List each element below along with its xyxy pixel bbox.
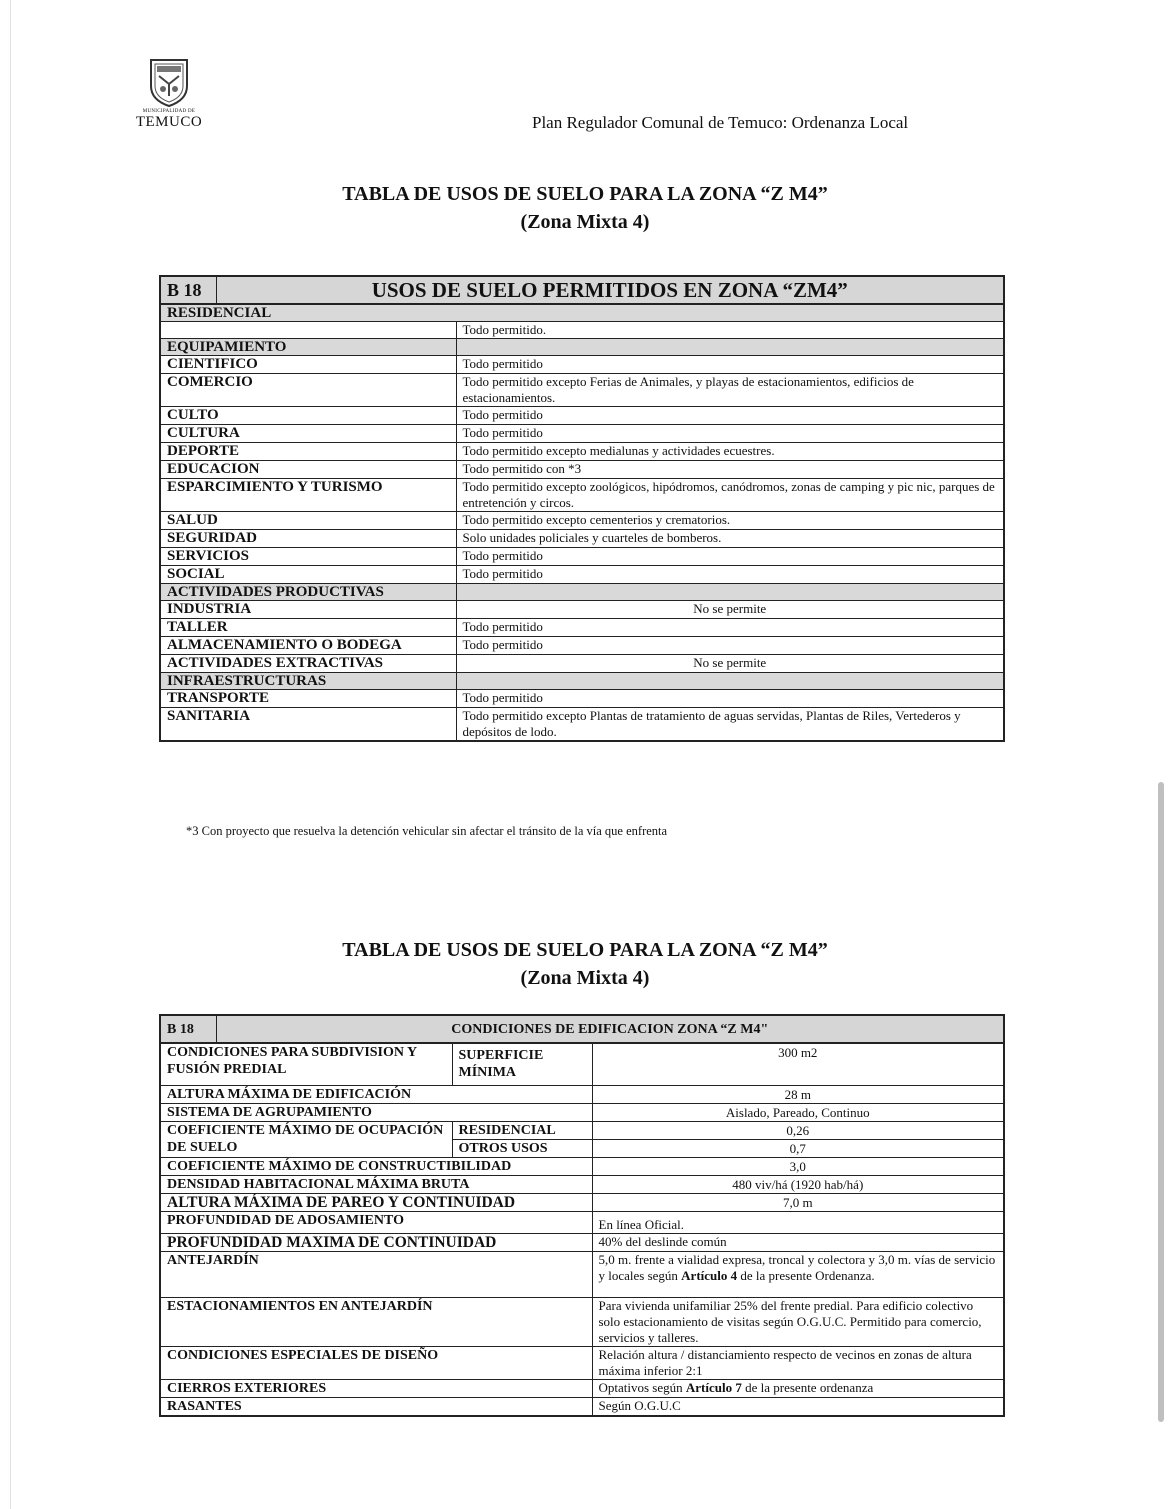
category-label: ACTIVIDADES PRODUCTIVAS [160, 584, 456, 601]
condition-value: 7,0 m [592, 1193, 1004, 1211]
use-value: Todo permitido [456, 425, 1004, 443]
table-row [160, 1121, 1004, 1139]
section1-subtitle: (Zona Mixta 4) [520, 211, 650, 233]
condition-value: 3,0 [592, 1157, 1004, 1175]
use-name [160, 322, 456, 339]
table-row [160, 619, 1004, 637]
use-value: Todo permitido excepto medialunas y actividades ecuestres. [456, 443, 1004, 461]
condition-value: Para vivienda unifamiliar 25% del frente predial. Para edificio colectivo solo estacionamiento de visitas según O.G.U.C. Permitido para comercio, servicios y talleres. [592, 1297, 1004, 1346]
table-row [160, 690, 1004, 708]
use-value: Todo permitido [456, 690, 1004, 708]
use-name: SALUD [160, 512, 456, 530]
use-value: Todo permitido [456, 407, 1004, 425]
use-name: CULTURA [160, 425, 456, 443]
condition-label: ALTURA MÁXIMA DE EDIFICACIÓN [160, 1085, 592, 1103]
condition-value: En línea Oficial. [592, 1211, 1004, 1233]
condition-value: Relación altura / distanciamiento respecto de vecinos en zonas de altura máxima inferior 2:1 [592, 1346, 1004, 1379]
use-name: TALLER [160, 619, 456, 637]
conditions-table-header [160, 1015, 1004, 1043]
table-row [160, 425, 1004, 443]
condition-label: DENSIDAD HABITACIONAL MÁXIMA BRUTA [160, 1175, 592, 1193]
use-value: Todo permitido. [456, 322, 1004, 339]
use-name: CIENTIFICO [160, 356, 456, 374]
use-value: Todo permitido [456, 637, 1004, 655]
condition-label: CONDICIONES ESPECIALES DE DISEÑO [160, 1346, 592, 1379]
condition-label: COEFICIENTE MÁXIMO DE CONSTRUCTIBILIDAD [160, 1157, 592, 1175]
land-use-table-header [160, 276, 1004, 304]
value-text: de la presente Ordenanza. [737, 1267, 875, 1283]
use-value: Todo permitido con *3 [456, 461, 1004, 479]
value-text: de la presente ordenanza [741, 1379, 874, 1395]
category-value-empty [456, 339, 1004, 356]
table-row [160, 512, 1004, 530]
condition-sublabel: RESIDENCIAL [452, 1121, 592, 1139]
table-row [160, 1251, 1004, 1297]
building-conditions-table [159, 1014, 1005, 1417]
table-row [160, 1043, 1004, 1085]
table-row [160, 637, 1004, 655]
table-row [160, 479, 1004, 512]
table-row [160, 1233, 1004, 1251]
use-name: COMERCIO [160, 374, 456, 407]
table-row [160, 548, 1004, 566]
use-name: EDUCACION [160, 461, 456, 479]
use-name: SERVICIOS [160, 548, 456, 566]
section1-title [0, 180, 1170, 236]
use-name: CULTO [160, 407, 456, 425]
use-value: Todo permitido excepto cementerios y crematorios. [456, 512, 1004, 530]
use-name: ESPARCIMIENTO Y TURISMO [160, 479, 456, 512]
table-row [160, 407, 1004, 425]
table-row [160, 443, 1004, 461]
category-row-equipamiento [160, 339, 1004, 356]
category-label: INFRAESTRUCTURAS [160, 673, 456, 690]
table-row [160, 1211, 1004, 1233]
table-row [160, 322, 1004, 339]
category-value-empty [456, 584, 1004, 601]
condition-label: ANTEJARDÍN [160, 1251, 592, 1297]
table-row [160, 1085, 1004, 1103]
article-reference: Artículo 7 [685, 1379, 742, 1395]
use-value: Todo permitido excepto zoológicos, hipódromos, canódromos, zonas de camping y pic nic, parques de entretención y circos. [456, 479, 1004, 512]
category-row-productivas [160, 584, 1004, 601]
table-code: B 18 [160, 276, 216, 304]
table-row [160, 566, 1004, 584]
logo-municipality-text: MUNICIPALIDAD DE [142, 109, 196, 114]
table-code: B 18 [160, 1015, 216, 1043]
table-row [160, 530, 1004, 548]
table-title: USOS DE SUELO PERMITIDOS EN ZONA “ZM4” [216, 276, 1004, 304]
municipal-logo [132, 56, 206, 132]
document-header-title: Plan Regulador Comunal de Temuco: Ordenanza Local [532, 113, 909, 132]
condition-sublabel: SUPERFICIE MÍNIMA [452, 1043, 592, 1085]
footnote: *3 Con proyecto que resuelva la detención vehicular sin afectar el tránsito de la vía que enfrenta [186, 824, 668, 838]
condition-label: PROFUNDIDAD MAXIMA DE CONTINUIDAD [160, 1233, 592, 1251]
table-row [160, 1297, 1004, 1346]
condition-label: ALTURA MÁXIMA DE PAREO Y CONTINUIDAD [160, 1193, 592, 1211]
section2-title [0, 936, 1170, 992]
use-name: DEPORTE [160, 443, 456, 461]
condition-label: SISTEMA DE AGRUPAMIENTO [160, 1103, 592, 1121]
use-value: No se permite [456, 601, 1004, 619]
section2-title-text: TABLA DE USOS DE SUELO PARA LA ZONA “Z M4” [342, 939, 828, 961]
use-name: SEGURIDAD [160, 530, 456, 548]
table-row [160, 1397, 1004, 1416]
condition-value: 480 viv/há (1920 hab/há) [592, 1175, 1004, 1193]
use-name: SOCIAL [160, 566, 456, 584]
section1-title-text: TABLA DE USOS DE SUELO PARA LA ZONA “Z M4” [342, 183, 828, 205]
use-value: Todo permitido excepto Plantas de tratamiento de aguas servidas, Plantas de Riles, Vertederos y depósitos de lodo. [456, 708, 1004, 742]
category-label: EQUIPAMIENTO [160, 339, 456, 356]
use-value: Todo permitido [456, 566, 1004, 584]
table-row [160, 461, 1004, 479]
land-use-table [159, 275, 1005, 742]
table-row [160, 655, 1004, 673]
table-row [160, 708, 1004, 742]
table-row [160, 1157, 1004, 1175]
condition-label: ESTACIONAMIENTOS EN ANTEJARDÍN [160, 1297, 592, 1346]
table-row [160, 1379, 1004, 1397]
use-value: Todo permitido [456, 356, 1004, 374]
condition-value: 40% del deslinde común [592, 1233, 1004, 1251]
scrollbar[interactable] [1158, 782, 1164, 1422]
value-text: Optativos según [598, 1379, 686, 1395]
table-row [160, 1346, 1004, 1379]
use-value: No se permite [456, 655, 1004, 673]
category-row-infraestructuras [160, 673, 1004, 690]
use-name: SANITARIA [160, 708, 456, 742]
table-row [160, 374, 1004, 407]
use-value: Todo permitido excepto Ferias de Animales, y playas de estacionamientos, edificios de estacionamientos. [456, 374, 1004, 407]
condition-value: 0,26 [592, 1121, 1004, 1139]
table-row [160, 1175, 1004, 1193]
condition-value: 0,7 [592, 1139, 1004, 1157]
category-value-empty [456, 673, 1004, 690]
condition-value: Aislado, Pareado, Continuo [592, 1103, 1004, 1121]
condition-sublabel: OTROS USOS [452, 1139, 592, 1157]
use-name: ACTIVIDADES EXTRACTIVAS [160, 655, 456, 673]
section2-subtitle: (Zona Mixta 4) [520, 967, 650, 989]
table-row [160, 1193, 1004, 1211]
category-row-residencial [160, 304, 1004, 322]
condition-value: 300 m2 [592, 1043, 1004, 1085]
use-name: INDUSTRIA [160, 601, 456, 619]
condition-value: 28 m [592, 1085, 1004, 1103]
article-reference: Artículo 4 [681, 1267, 738, 1283]
value-text: 5,0 m. frente a vialidad expresa, troncal y colectora y 3,0 m. vías de servicio y locales según [598, 1251, 996, 1283]
category-label: RESIDENCIAL [160, 304, 1004, 322]
condition-label: CIERROS EXTERIORES [160, 1379, 592, 1397]
table-title: CONDICIONES DE EDIFICACION ZONA “Z M4" [216, 1015, 1004, 1043]
use-value: Todo permitido [456, 619, 1004, 637]
table-row [160, 601, 1004, 619]
condition-label: PROFUNDIDAD DE ADOSAMIENTO [160, 1211, 592, 1233]
condition-label: COEFICIENTE MÁXIMO DE OCUPACIÓN DE SUELO [160, 1121, 452, 1157]
condition-value: Según O.G.U.C [592, 1397, 1004, 1416]
condition-label: RASANTES [160, 1397, 592, 1416]
condition-value [592, 1379, 1004, 1397]
table-row [160, 1103, 1004, 1121]
use-value: Todo permitido [456, 548, 1004, 566]
condition-value [592, 1251, 1004, 1297]
use-name: ALMACENAMIENTO O BODEGA [160, 637, 456, 655]
coat-of-arms-icon [147, 56, 191, 108]
use-value: Solo unidades policiales y cuarteles de bomberos. [456, 530, 1004, 548]
logo-city-text: TEMUCO [135, 114, 203, 130]
table-row [160, 356, 1004, 374]
use-name: TRANSPORTE [160, 690, 456, 708]
condition-label: CONDICIONES PARA SUBDIVISION Y FUSIÓN PREDIAL [160, 1043, 452, 1085]
